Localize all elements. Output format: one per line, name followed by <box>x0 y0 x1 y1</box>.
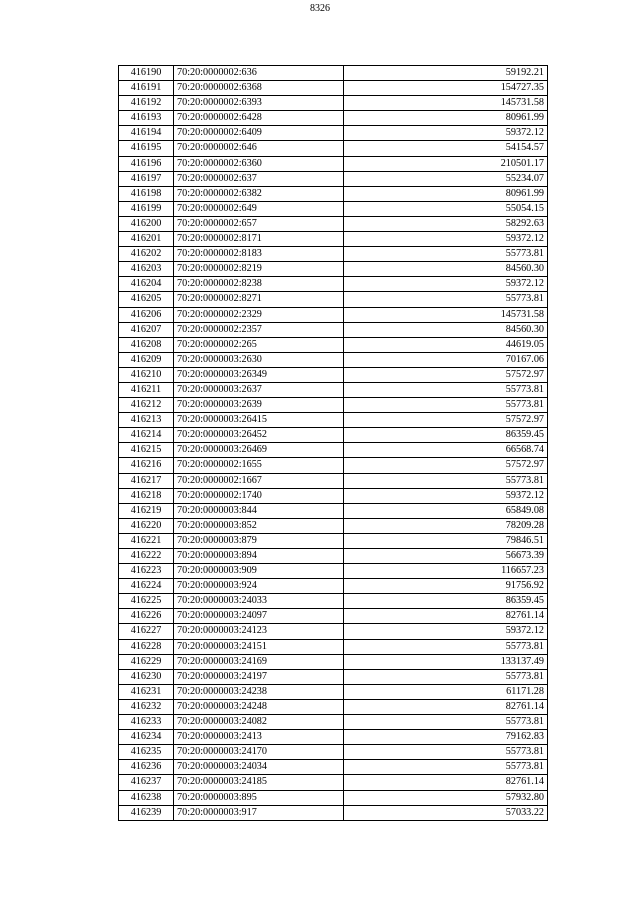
row-number-cell: 416216 <box>119 458 174 473</box>
cadastral-value-cell: 55773.81 <box>344 760 548 775</box>
row-number-cell: 416191 <box>119 81 174 96</box>
cadastral-number-cell: 70:20:0000003:26415 <box>174 413 344 428</box>
cadastral-number-cell: 70:20:0000003:852 <box>174 518 344 533</box>
row-number-cell: 416194 <box>119 126 174 141</box>
row-number-cell: 416198 <box>119 186 174 201</box>
cadastral-value-cell: 82761.14 <box>344 699 548 714</box>
cadastral-number-cell: 70:20:0000002:646 <box>174 141 344 156</box>
table-row <box>119 775 548 790</box>
row-number-cell: 416234 <box>119 730 174 745</box>
table-row <box>119 624 548 639</box>
table-row <box>119 745 548 760</box>
table-row <box>119 684 548 699</box>
table-row <box>119 81 548 96</box>
cadastral-value-cell: 210501.17 <box>344 156 548 171</box>
table-row <box>119 730 548 745</box>
cadastral-value-cell: 82761.14 <box>344 609 548 624</box>
table-row <box>119 337 548 352</box>
cadastral-value-cell: 55234.07 <box>344 171 548 186</box>
cadastral-number-cell: 70:20:0000003:917 <box>174 805 344 820</box>
row-number-cell: 416218 <box>119 488 174 503</box>
cadastral-value-cell: 84560.30 <box>344 322 548 337</box>
table-row <box>119 216 548 231</box>
cadastral-number-cell: 70:20:0000003:24033 <box>174 594 344 609</box>
table-row <box>119 488 548 503</box>
table-row <box>119 518 548 533</box>
cadastral-number-cell: 70:20:0000003:24185 <box>174 775 344 790</box>
table-row <box>119 639 548 654</box>
row-number-cell: 416237 <box>119 775 174 790</box>
cadastral-value-cell: 79162.83 <box>344 730 548 745</box>
cadastral-number-cell: 70:20:0000003:24238 <box>174 684 344 699</box>
cadastral-number-cell: 70:20:0000003:2413 <box>174 730 344 745</box>
cadastral-value-cell: 59372.12 <box>344 488 548 503</box>
row-number-cell: 416202 <box>119 247 174 262</box>
row-number-cell: 416233 <box>119 715 174 730</box>
table-row <box>119 262 548 277</box>
row-number-cell: 416192 <box>119 96 174 111</box>
table-body <box>119 66 548 821</box>
cadastral-value-cell: 59372.12 <box>344 126 548 141</box>
table-row <box>119 277 548 292</box>
cadastral-value-cell: 78209.28 <box>344 518 548 533</box>
table-row <box>119 292 548 307</box>
row-number-cell: 416215 <box>119 443 174 458</box>
cadastral-value-cell: 79846.51 <box>344 533 548 548</box>
row-number-cell: 416222 <box>119 549 174 564</box>
cadastral-value-cell: 55773.81 <box>344 745 548 760</box>
cadastral-number-cell: 70:20:0000002:6409 <box>174 126 344 141</box>
cadastral-value-table <box>118 65 548 821</box>
row-number-cell: 416238 <box>119 790 174 805</box>
cadastral-number-cell: 70:20:0000003:26349 <box>174 367 344 382</box>
table-row <box>119 503 548 518</box>
cadastral-value-cell: 57572.97 <box>344 458 548 473</box>
cadastral-value-cell: 82761.14 <box>344 775 548 790</box>
table-row <box>119 594 548 609</box>
table-row <box>119 171 548 186</box>
cadastral-value-cell: 55773.81 <box>344 639 548 654</box>
cadastral-value-cell: 54154.57 <box>344 141 548 156</box>
table-row <box>119 564 548 579</box>
row-number-cell: 416214 <box>119 428 174 443</box>
cadastral-value-cell: 84560.30 <box>344 262 548 277</box>
row-number-cell: 416221 <box>119 533 174 548</box>
cadastral-value-cell: 80961.99 <box>344 186 548 201</box>
cadastral-number-cell: 70:20:0000003:844 <box>174 503 344 518</box>
row-number-cell: 416207 <box>119 322 174 337</box>
row-number-cell: 416224 <box>119 579 174 594</box>
cadastral-number-cell: 70:20:0000002:8271 <box>174 292 344 307</box>
row-number-cell: 416239 <box>119 805 174 820</box>
cadastral-number-cell: 70:20:0000002:636 <box>174 66 344 81</box>
table-row <box>119 66 548 81</box>
table-row <box>119 654 548 669</box>
cadastral-value-cell: 59372.12 <box>344 624 548 639</box>
cadastral-value-cell: 55773.81 <box>344 292 548 307</box>
row-number-cell: 416196 <box>119 156 174 171</box>
cadastral-number-cell: 70:20:0000002:657 <box>174 216 344 231</box>
cadastral-value-cell: 116657.23 <box>344 564 548 579</box>
cadastral-value-cell: 86359.45 <box>344 428 548 443</box>
cadastral-value-cell: 59372.12 <box>344 277 548 292</box>
table-row <box>119 609 548 624</box>
row-number-cell: 416200 <box>119 216 174 231</box>
cadastral-number-cell: 70:20:0000003:24197 <box>174 669 344 684</box>
row-number-cell: 416226 <box>119 609 174 624</box>
table-row <box>119 141 548 156</box>
table-row <box>119 307 548 322</box>
row-number-cell: 416232 <box>119 699 174 714</box>
cadastral-number-cell: 70:20:0000002:1655 <box>174 458 344 473</box>
row-number-cell: 416193 <box>119 111 174 126</box>
table-row <box>119 186 548 201</box>
table-row <box>119 579 548 594</box>
cadastral-number-cell: 70:20:0000002:1667 <box>174 473 344 488</box>
row-number-cell: 416217 <box>119 473 174 488</box>
cadastral-value-cell: 57572.97 <box>344 413 548 428</box>
cadastral-value-cell: 91756.92 <box>344 579 548 594</box>
cadastral-value-cell: 80961.99 <box>344 111 548 126</box>
cadastral-number-cell: 70:20:0000002:2357 <box>174 322 344 337</box>
row-number-cell: 416209 <box>119 352 174 367</box>
cadastral-value-cell: 56673.39 <box>344 549 548 564</box>
row-number-cell: 416201 <box>119 232 174 247</box>
cadastral-value-cell: 57572.97 <box>344 367 548 382</box>
cadastral-value-cell: 154727.35 <box>344 81 548 96</box>
cadastral-number-cell: 70:20:0000002:637 <box>174 171 344 186</box>
row-number-cell: 416223 <box>119 564 174 579</box>
cadastral-number-cell: 70:20:0000002:2329 <box>174 307 344 322</box>
cadastral-number-cell: 70:20:0000002:8171 <box>174 232 344 247</box>
row-number-cell: 416236 <box>119 760 174 775</box>
cadastral-number-cell: 70:20:0000003:895 <box>174 790 344 805</box>
cadastral-number-cell: 70:20:0000003:924 <box>174 579 344 594</box>
row-number-cell: 416229 <box>119 654 174 669</box>
row-number-cell: 416231 <box>119 684 174 699</box>
cadastral-value-cell: 44619.05 <box>344 337 548 352</box>
cadastral-value-cell: 55773.81 <box>344 382 548 397</box>
cadastral-value-cell: 145731.58 <box>344 96 548 111</box>
cadastral-number-cell: 70:20:0000002:1740 <box>174 488 344 503</box>
cadastral-value-cell: 133137.49 <box>344 654 548 669</box>
table-row <box>119 111 548 126</box>
row-number-cell: 416212 <box>119 398 174 413</box>
cadastral-value-cell: 55773.81 <box>344 669 548 684</box>
cadastral-number-cell: 70:20:0000003:909 <box>174 564 344 579</box>
table-row <box>119 201 548 216</box>
cadastral-number-cell: 70:20:0000003:894 <box>174 549 344 564</box>
cadastral-number-cell: 70:20:0000003:24151 <box>174 639 344 654</box>
table-row <box>119 458 548 473</box>
cadastral-number-cell: 70:20:0000003:26469 <box>174 443 344 458</box>
row-number-cell: 416208 <box>119 337 174 352</box>
row-number-cell: 416213 <box>119 413 174 428</box>
table-row <box>119 473 548 488</box>
table-row <box>119 549 548 564</box>
cadastral-value-cell: 66568.74 <box>344 443 548 458</box>
row-number-cell: 416203 <box>119 262 174 277</box>
cadastral-number-cell: 70:20:0000002:6368 <box>174 81 344 96</box>
row-number-cell: 416227 <box>119 624 174 639</box>
cadastral-number-cell: 70:20:0000003:26452 <box>174 428 344 443</box>
row-number-cell: 416219 <box>119 503 174 518</box>
cadastral-value-cell: 61171.28 <box>344 684 548 699</box>
cadastral-value-cell: 55773.81 <box>344 473 548 488</box>
table-row <box>119 398 548 413</box>
table-row <box>119 247 548 262</box>
table-row <box>119 156 548 171</box>
cadastral-value-cell: 55054.15 <box>344 201 548 216</box>
cadastral-number-cell: 70:20:0000003:24123 <box>174 624 344 639</box>
cadastral-value-cell: 57932.80 <box>344 790 548 805</box>
row-number-cell: 416220 <box>119 518 174 533</box>
page-number: 8326 <box>310 3 330 14</box>
cadastral-number-cell: 70:20:0000003:2630 <box>174 352 344 367</box>
row-number-cell: 416199 <box>119 201 174 216</box>
row-number-cell: 416190 <box>119 66 174 81</box>
table-row <box>119 805 548 820</box>
cadastral-number-cell: 70:20:0000003:24097 <box>174 609 344 624</box>
cadastral-number-cell: 70:20:0000002:6428 <box>174 111 344 126</box>
row-number-cell: 416228 <box>119 639 174 654</box>
cadastral-value-cell: 55773.81 <box>344 715 548 730</box>
cadastral-value-cell: 59192.21 <box>344 66 548 81</box>
cadastral-number-cell: 70:20:0000003:24034 <box>174 760 344 775</box>
table-row <box>119 443 548 458</box>
cadastral-value-cell: 58292.63 <box>344 216 548 231</box>
cadastral-number-cell: 70:20:0000003:24248 <box>174 699 344 714</box>
cadastral-number-cell: 70:20:0000003:2637 <box>174 382 344 397</box>
table-row <box>119 232 548 247</box>
row-number-cell: 416205 <box>119 292 174 307</box>
row-number-cell: 416225 <box>119 594 174 609</box>
cadastral-number-cell: 70:20:0000002:8219 <box>174 262 344 277</box>
row-number-cell: 416210 <box>119 367 174 382</box>
cadastral-number-cell: 70:20:0000002:6360 <box>174 156 344 171</box>
cadastral-value-cell: 145731.58 <box>344 307 548 322</box>
cadastral-number-cell: 70:20:0000003:24170 <box>174 745 344 760</box>
row-number-cell: 416204 <box>119 277 174 292</box>
table-row <box>119 790 548 805</box>
table-row <box>119 322 548 337</box>
table-row <box>119 699 548 714</box>
table-row <box>119 428 548 443</box>
row-number-cell: 416197 <box>119 171 174 186</box>
row-number-cell: 416195 <box>119 141 174 156</box>
cadastral-number-cell: 70:20:0000002:6382 <box>174 186 344 201</box>
row-number-cell: 416230 <box>119 669 174 684</box>
cadastral-number-cell: 70:20:0000002:649 <box>174 201 344 216</box>
cadastral-number-cell: 70:20:0000003:2639 <box>174 398 344 413</box>
table-row <box>119 715 548 730</box>
cadastral-number-cell: 70:20:0000002:8238 <box>174 277 344 292</box>
cadastral-number-cell: 70:20:0000003:879 <box>174 533 344 548</box>
cadastral-value-cell: 65849.08 <box>344 503 548 518</box>
cadastral-value-cell: 86359.45 <box>344 594 548 609</box>
table-row <box>119 760 548 775</box>
row-number-cell: 416206 <box>119 307 174 322</box>
cadastral-number-cell: 70:20:0000002:6393 <box>174 96 344 111</box>
table-row <box>119 96 548 111</box>
table-row <box>119 413 548 428</box>
table-row <box>119 382 548 397</box>
row-number-cell: 416235 <box>119 745 174 760</box>
cadastral-number-cell: 70:20:0000003:24169 <box>174 654 344 669</box>
cadastral-value-cell: 70167.06 <box>344 352 548 367</box>
cadastral-value-cell: 55773.81 <box>344 398 548 413</box>
cadastral-value-cell: 57033.22 <box>344 805 548 820</box>
cadastral-number-cell: 70:20:0000002:265 <box>174 337 344 352</box>
cadastral-value-cell: 59372.12 <box>344 232 548 247</box>
cadastral-number-cell: 70:20:0000002:8183 <box>174 247 344 262</box>
table-row <box>119 352 548 367</box>
table-row <box>119 367 548 382</box>
table-row <box>119 126 548 141</box>
row-number-cell: 416211 <box>119 382 174 397</box>
table-row <box>119 669 548 684</box>
cadastral-value-cell: 55773.81 <box>344 247 548 262</box>
cadastral-number-cell: 70:20:0000003:24082 <box>174 715 344 730</box>
table-row <box>119 533 548 548</box>
